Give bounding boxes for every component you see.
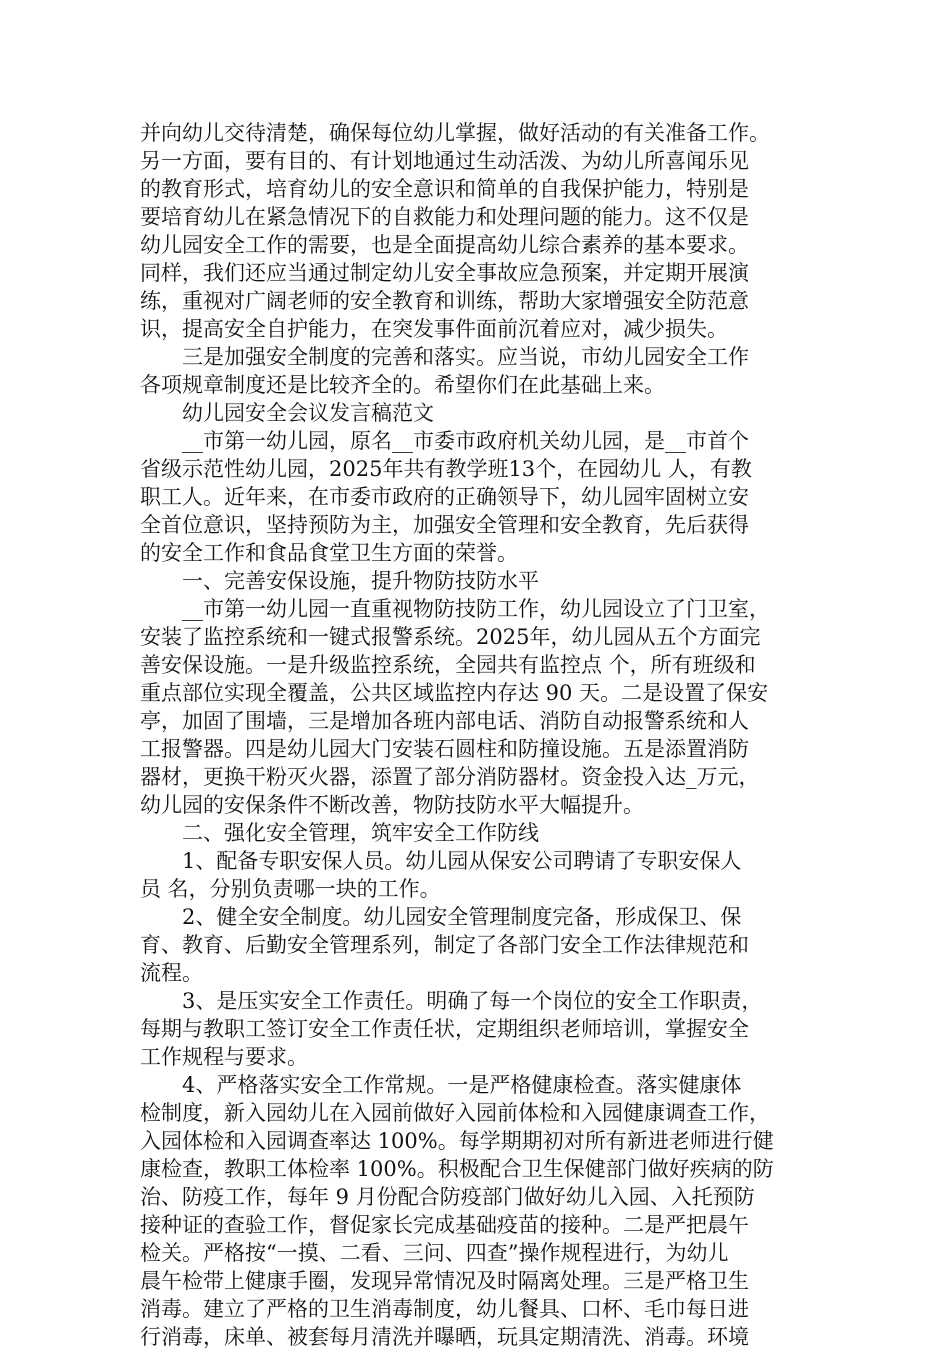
text-line: 消毒。建立了严格的卫生消毒制度，幼儿餐具、口杯、毛巾每日进 <box>140 1297 749 1321</box>
text-line: 同样，我们还应当通过制定幼儿安全事故应急预案，并定期开展演 <box>140 261 749 285</box>
text-line: 3、是压实安全工作责任。明确了每一个岗位的安全工作职责， <box>140 989 763 1013</box>
text-line: 晨午检带上健康手圈，发现异常情况及时隔离处理。三是严格卫生 <box>140 1269 749 1293</box>
text-line: 另一方面，要有目的、有计划地通过生动活泼、为幼儿所喜闻乐见 <box>140 149 749 173</box>
text-line: 员 名，分别负责哪一块的工作。 <box>140 877 441 901</box>
text-line: 职工人。近年来，在市委市政府的正确领导下，幼儿园牢固树立安 <box>140 485 749 509</box>
text-line: 1、配备专职安保人员。幼儿园从保安公司聘请了专职安保人 <box>140 849 742 873</box>
text-line: 4、严格落实安全工作常规。一是严格健康检查。落实健康体 <box>140 1073 742 1097</box>
text-line: 全首位意识，坚持预防为主，加强安全管理和安全教育，先后获得 <box>140 513 749 537</box>
text-line: 育、教育、后勤安全管理系列，制定了各部门安全工作法律规范和 <box>140 933 749 957</box>
text-line: 各项规章制度还是比较齐全的。希望你们在此基础上来。 <box>140 373 665 397</box>
text-line: 幼儿园安全工作的需要，也是全面提高幼儿综合素养的基本要求。 <box>140 233 749 257</box>
text-line: 接种证的查验工作，督促家长完成基础疫苗的接种。二是严把晨午 <box>140 1213 749 1237</box>
text-line: __市第一幼儿园一直重视物防技防工作，幼儿园设立了门卫室， <box>140 597 770 621</box>
text-line: 安装了监控系统和一键式报警系统。2025年，幼儿园从五个方面完 <box>140 625 761 649</box>
text-line: 亭，加固了围墙，三是增加各班内部电话、消防自动报警系统和人 <box>140 709 749 733</box>
text-line: 三是加强安全制度的完善和落实。应当说，市幼儿园安全工作 <box>140 345 749 369</box>
text-line: 行消毒，床单、被套每月清洗并曝晒，玩具定期清洗、消毒。环境 <box>140 1325 749 1349</box>
section-heading: 一、完善安保设施，提升物防技防水平 <box>140 569 539 593</box>
text-line: 重点部位实现全覆盖，公共区域监控内存达 90 天。二是设置了保安 <box>140 681 769 705</box>
text-line: 检关。严格按“一摸、二看、三问、四查”操作规程进行，为幼儿 <box>140 1241 729 1265</box>
text-line: 流程。 <box>140 961 203 985</box>
text-line: 工报警器。四是幼儿园大门安装石圆柱和防撞设施。五是添置消防 <box>140 737 749 761</box>
text-line: 要培育幼儿在紧急情况下的自救能力和处理问题的能力。这不仅是 <box>140 205 749 229</box>
text-line: 检制度，新入园幼儿在入园前做好入园前体检和入园健康调查工作， <box>140 1101 770 1125</box>
text-line: 治、防疫工作，每年 9 月份配合防疫部门做好幼儿入园、入托预防 <box>140 1185 755 1209</box>
text-line: 工作规程与要求。 <box>140 1045 308 1069</box>
text-line: 识，提高安全自护能力，在突发事件面前沉着应对，减少损失。 <box>140 317 728 341</box>
text-line: 入园体检和入园调查率达 100%。每学期期初对所有新进老师进行健 <box>140 1129 774 1153</box>
text-line: 善安保设施。一是升级监控系统，全园共有监控点 个，所有班级和 <box>140 653 756 677</box>
text-line: 的教育形式，培育幼儿的安全意识和简单的自我保护能力，特别是 <box>140 177 749 201</box>
section-heading: 幼儿园安全会议发言稿范文 <box>140 401 434 425</box>
section-heading: 二、强化安全管理，筑牢安全工作防线 <box>140 821 539 845</box>
text-line: 康检查，教职工体检率 100%。积极配合卫生保健部门做好疾病的防 <box>140 1157 774 1181</box>
text-line: 每期与教职工签订安全工作责任状，定期组织老师培训，掌握安全 <box>140 1017 749 1041</box>
text-line: 器材，更换干粉灭火器，添置了部分消防器材。资金投入达_万元， <box>140 765 760 789</box>
text-line: 幼儿园的安保条件不断改善，物防技防水平大幅提升。 <box>140 793 644 817</box>
text-line: 省级示范性幼儿园，2025年共有教学班13个，在园幼儿 人，有教 <box>140 457 752 481</box>
text-line: 并向幼儿交待清楚，确保每位幼儿掌握，做好活动的有关准备工作。 <box>140 121 770 145</box>
text-line: 练，重视对广阔老师的安全教育和训练，帮助大家增强安全防范意 <box>140 289 749 313</box>
text-line: 2、健全安全制度。幼儿园安全管理制度完备，形成保卫、保 <box>140 905 742 929</box>
text-line: __市第一幼儿园，原名__市委市政府机关幼儿园，是__市首个 <box>140 429 749 453</box>
text-line: 的安全工作和食品食堂卫生方面的荣誉。 <box>140 541 518 565</box>
